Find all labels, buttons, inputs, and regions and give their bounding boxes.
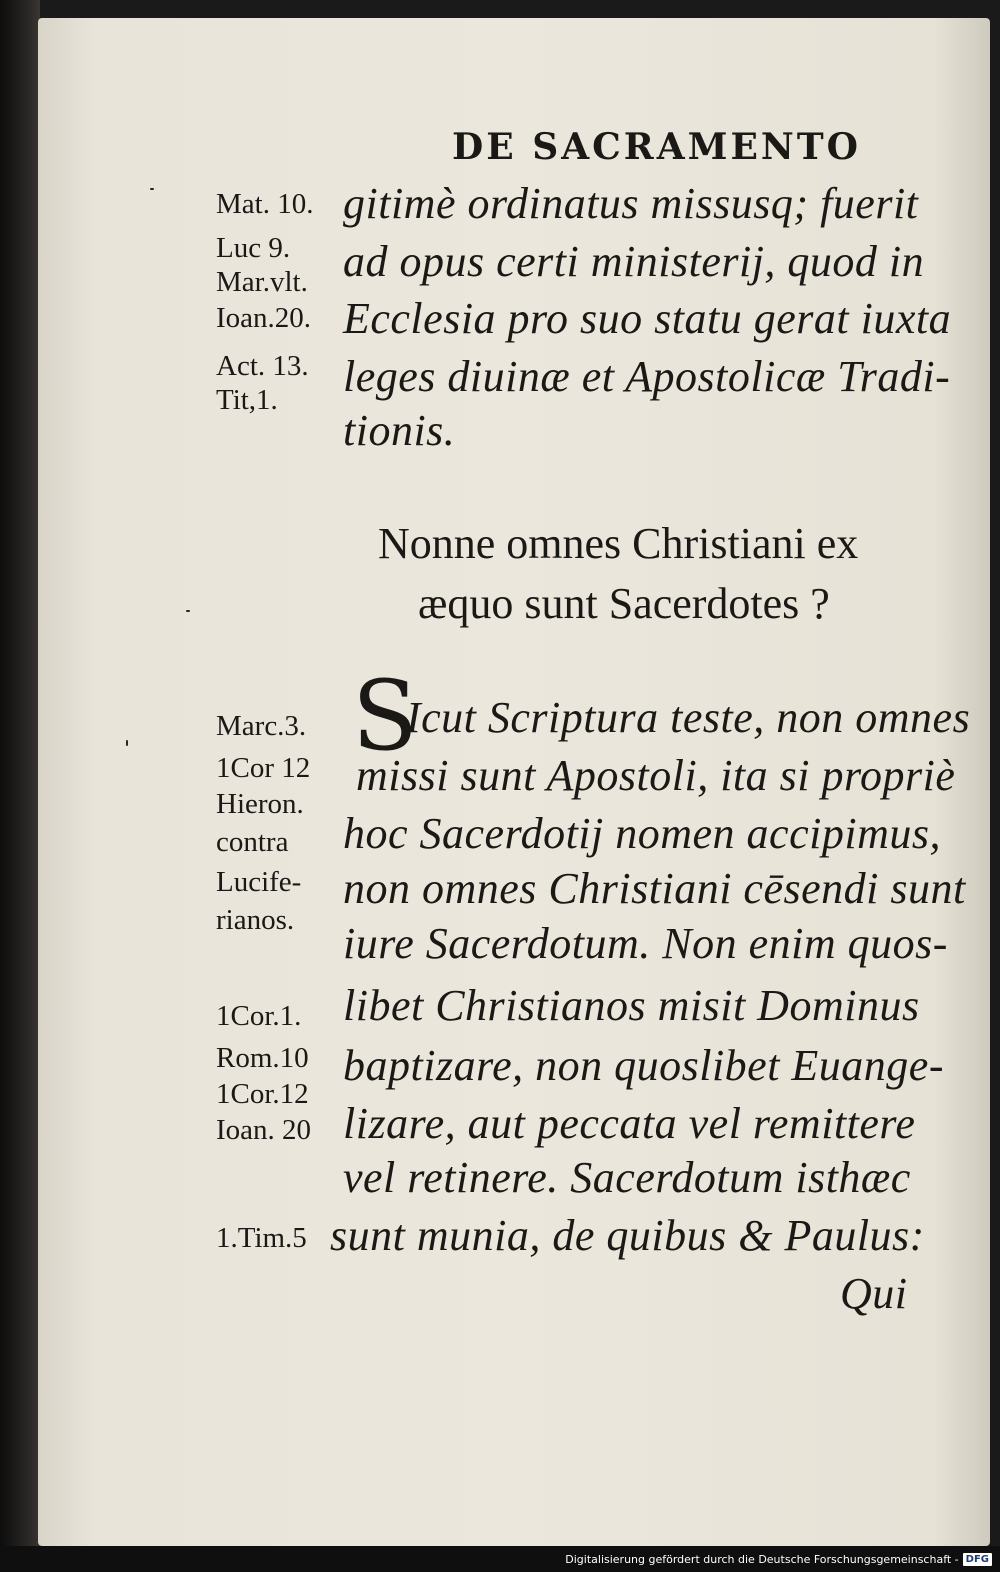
margin-note: Luc 9. [216, 232, 291, 264]
text-line: ad opus certi ministerij, quod in [343, 237, 925, 286]
margin-note: Act. 13. [216, 350, 309, 382]
text-line: sunt munia, de quibus & Paulus: [330, 1211, 925, 1260]
margin-note: 1Cor 12 [216, 752, 311, 784]
text-line: Icut Scriptura teste, non omnes [406, 693, 971, 742]
catchword: Qui [840, 1269, 908, 1318]
margin-note: Tit,1. [216, 384, 278, 416]
dfg-logo: DFG [963, 1553, 992, 1566]
question-heading-line: Nonne omnes Christiani ex [378, 519, 859, 568]
text-line: non omnes Christiani cēsendi sunt [343, 864, 966, 913]
margin-note: Marc.3. [216, 710, 307, 742]
margin-note: Lucife- [216, 866, 302, 898]
credit-text: Digitalisierung gefördert durch die Deutsche Forschungsgemeinschaft - [565, 1553, 959, 1566]
margin-note: Ioan.20. [216, 302, 312, 334]
running-header: DE SACRAMENTO [452, 126, 861, 168]
text-line: libet Christianos misit Dominus [343, 981, 920, 1030]
text-line: leges diuinæ et Apostolicæ Tradi- [343, 352, 951, 401]
margin-note: Rom.10 [216, 1042, 309, 1074]
margin-note: Mat. 10. [216, 188, 314, 220]
text-line: lizare, aut peccata vel remittere [343, 1099, 916, 1148]
margin-note: 1Cor.12 [216, 1078, 309, 1110]
text-line: iure Sacerdotum. Non enim quos- [343, 919, 948, 968]
text-line: tionis. [343, 406, 456, 455]
margin-note: rianos. [216, 904, 295, 936]
digitization-credit [565, 1553, 992, 1566]
margin-note: Mar.vlt. [216, 266, 308, 298]
margin-note: 1Cor.1. [216, 1000, 302, 1032]
margin-note: Hieron. [216, 788, 304, 820]
drop-cap: S [352, 660, 418, 772]
paper-speck [150, 188, 154, 190]
text-line: baptizare, non quoslibet Euange- [343, 1041, 944, 1090]
question-heading-line: æquo sunt Sacerdotes ? [418, 579, 830, 628]
paper-speck [186, 610, 190, 612]
margin-note: contra [216, 826, 289, 858]
text-line: gitimè ordinatus missusq; fuerit [343, 179, 919, 228]
margin-note: Ioan. 20 [216, 1114, 312, 1146]
margin-note: 1.Tim.5 [216, 1222, 307, 1254]
text-line: vel retinere. Sacerdotum isthæc [343, 1153, 911, 1202]
book-spine-shadow [0, 0, 40, 1572]
text-line: Ecclesia pro suo statu gerat iuxta [343, 294, 952, 343]
text-line: missi sunt Apostoli, ita si propriè [356, 751, 956, 800]
text-line: hoc Sacerdotij nomen accipimus, [343, 809, 941, 858]
paper-speck [126, 740, 128, 746]
